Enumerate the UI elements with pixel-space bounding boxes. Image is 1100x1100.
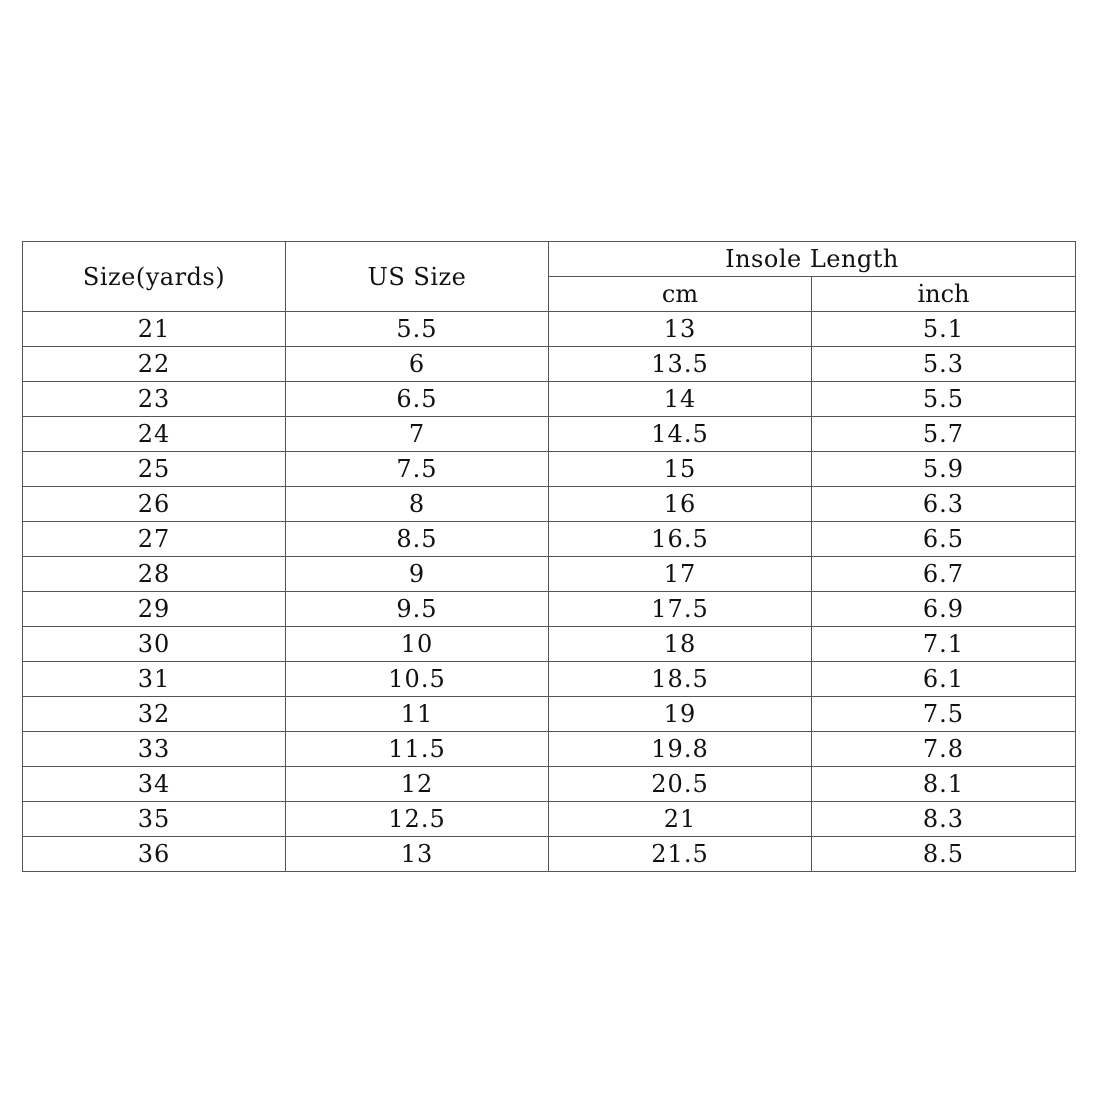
- header-row-top: [23, 242, 1076, 277]
- cell-insole-cm: 15: [549, 452, 812, 487]
- header-cm: cm: [549, 277, 812, 312]
- cell-insole-cm: 13.5: [549, 347, 812, 382]
- table-row: [23, 837, 1076, 872]
- table-row: [23, 452, 1076, 487]
- header-us-size: US Size: [286, 242, 549, 312]
- cell-insole-cm: 17.5: [549, 592, 812, 627]
- cell-insole-inch: 6.9: [812, 592, 1076, 627]
- cell-insole-inch: 7.1: [812, 627, 1076, 662]
- cell-insole-inch: 6.3: [812, 487, 1076, 522]
- cell-us-size: 7.5: [286, 452, 549, 487]
- table-row: [23, 312, 1076, 347]
- cell-us-size: 8: [286, 487, 549, 522]
- cell-size-yards: 30: [23, 627, 286, 662]
- header-insole-length: Insole Length: [549, 242, 1076, 277]
- cell-insole-cm: 16: [549, 487, 812, 522]
- cell-size-yards: 27: [23, 522, 286, 557]
- cell-size-yards: 33: [23, 732, 286, 767]
- cell-size-yards: 34: [23, 767, 286, 802]
- cell-insole-inch: 8.1: [812, 767, 1076, 802]
- cell-size-yards: 36: [23, 837, 286, 872]
- cell-insole-inch: 5.3: [812, 347, 1076, 382]
- size-chart-table: [22, 241, 1076, 872]
- cell-insole-inch: 6.1: [812, 662, 1076, 697]
- cell-insole-inch: 6.5: [812, 522, 1076, 557]
- table-body: [23, 312, 1076, 872]
- cell-insole-cm: 21.5: [549, 837, 812, 872]
- table-row: [23, 522, 1076, 557]
- cell-insole-inch: 8.5: [812, 837, 1076, 872]
- cell-insole-inch: 6.7: [812, 557, 1076, 592]
- cell-size-yards: 23: [23, 382, 286, 417]
- table-row: [23, 767, 1076, 802]
- cell-insole-inch: 5.1: [812, 312, 1076, 347]
- cell-insole-cm: 16.5: [549, 522, 812, 557]
- cell-size-yards: 21: [23, 312, 286, 347]
- cell-us-size: 9.5: [286, 592, 549, 627]
- cell-insole-inch: 5.9: [812, 452, 1076, 487]
- cell-insole-inch: 7.8: [812, 732, 1076, 767]
- cell-insole-inch: 8.3: [812, 802, 1076, 837]
- cell-us-size: 9: [286, 557, 549, 592]
- table-row: [23, 697, 1076, 732]
- cell-us-size: 13: [286, 837, 549, 872]
- cell-insole-inch: 7.5: [812, 697, 1076, 732]
- cell-us-size: 6.5: [286, 382, 549, 417]
- cell-insole-cm: 18.5: [549, 662, 812, 697]
- table-row: [23, 627, 1076, 662]
- cell-us-size: 5.5: [286, 312, 549, 347]
- cell-insole-cm: 19: [549, 697, 812, 732]
- cell-us-size: 10: [286, 627, 549, 662]
- header-inch: inch: [812, 277, 1076, 312]
- cell-insole-cm: 18: [549, 627, 812, 662]
- cell-size-yards: 24: [23, 417, 286, 452]
- table-row: [23, 662, 1076, 697]
- table-row: [23, 347, 1076, 382]
- cell-us-size: 12: [286, 767, 549, 802]
- cell-insole-inch: 5.5: [812, 382, 1076, 417]
- cell-size-yards: 35: [23, 802, 286, 837]
- cell-us-size: 10.5: [286, 662, 549, 697]
- cell-us-size: 11: [286, 697, 549, 732]
- cell-insole-cm: 13: [549, 312, 812, 347]
- table-row: [23, 382, 1076, 417]
- cell-us-size: 6: [286, 347, 549, 382]
- cell-insole-cm: 14: [549, 382, 812, 417]
- cell-insole-inch: 5.7: [812, 417, 1076, 452]
- table-row: [23, 592, 1076, 627]
- table-row: [23, 417, 1076, 452]
- cell-us-size: 7: [286, 417, 549, 452]
- table-header: [23, 242, 1076, 312]
- cell-size-yards: 32: [23, 697, 286, 732]
- cell-insole-cm: 14.5: [549, 417, 812, 452]
- table-row: [23, 732, 1076, 767]
- cell-size-yards: 31: [23, 662, 286, 697]
- table-row: [23, 557, 1076, 592]
- cell-us-size: 12.5: [286, 802, 549, 837]
- cell-us-size: 8.5: [286, 522, 549, 557]
- header-size-yards: Size(yards): [23, 242, 286, 312]
- cell-size-yards: 29: [23, 592, 286, 627]
- cell-size-yards: 26: [23, 487, 286, 522]
- cell-us-size: 11.5: [286, 732, 549, 767]
- cell-size-yards: 28: [23, 557, 286, 592]
- table-row: [23, 487, 1076, 522]
- cell-size-yards: 22: [23, 347, 286, 382]
- table-row: [23, 802, 1076, 837]
- cell-insole-cm: 20.5: [549, 767, 812, 802]
- cell-insole-cm: 19.8: [549, 732, 812, 767]
- cell-insole-cm: 17: [549, 557, 812, 592]
- cell-size-yards: 25: [23, 452, 286, 487]
- cell-insole-cm: 21: [549, 802, 812, 837]
